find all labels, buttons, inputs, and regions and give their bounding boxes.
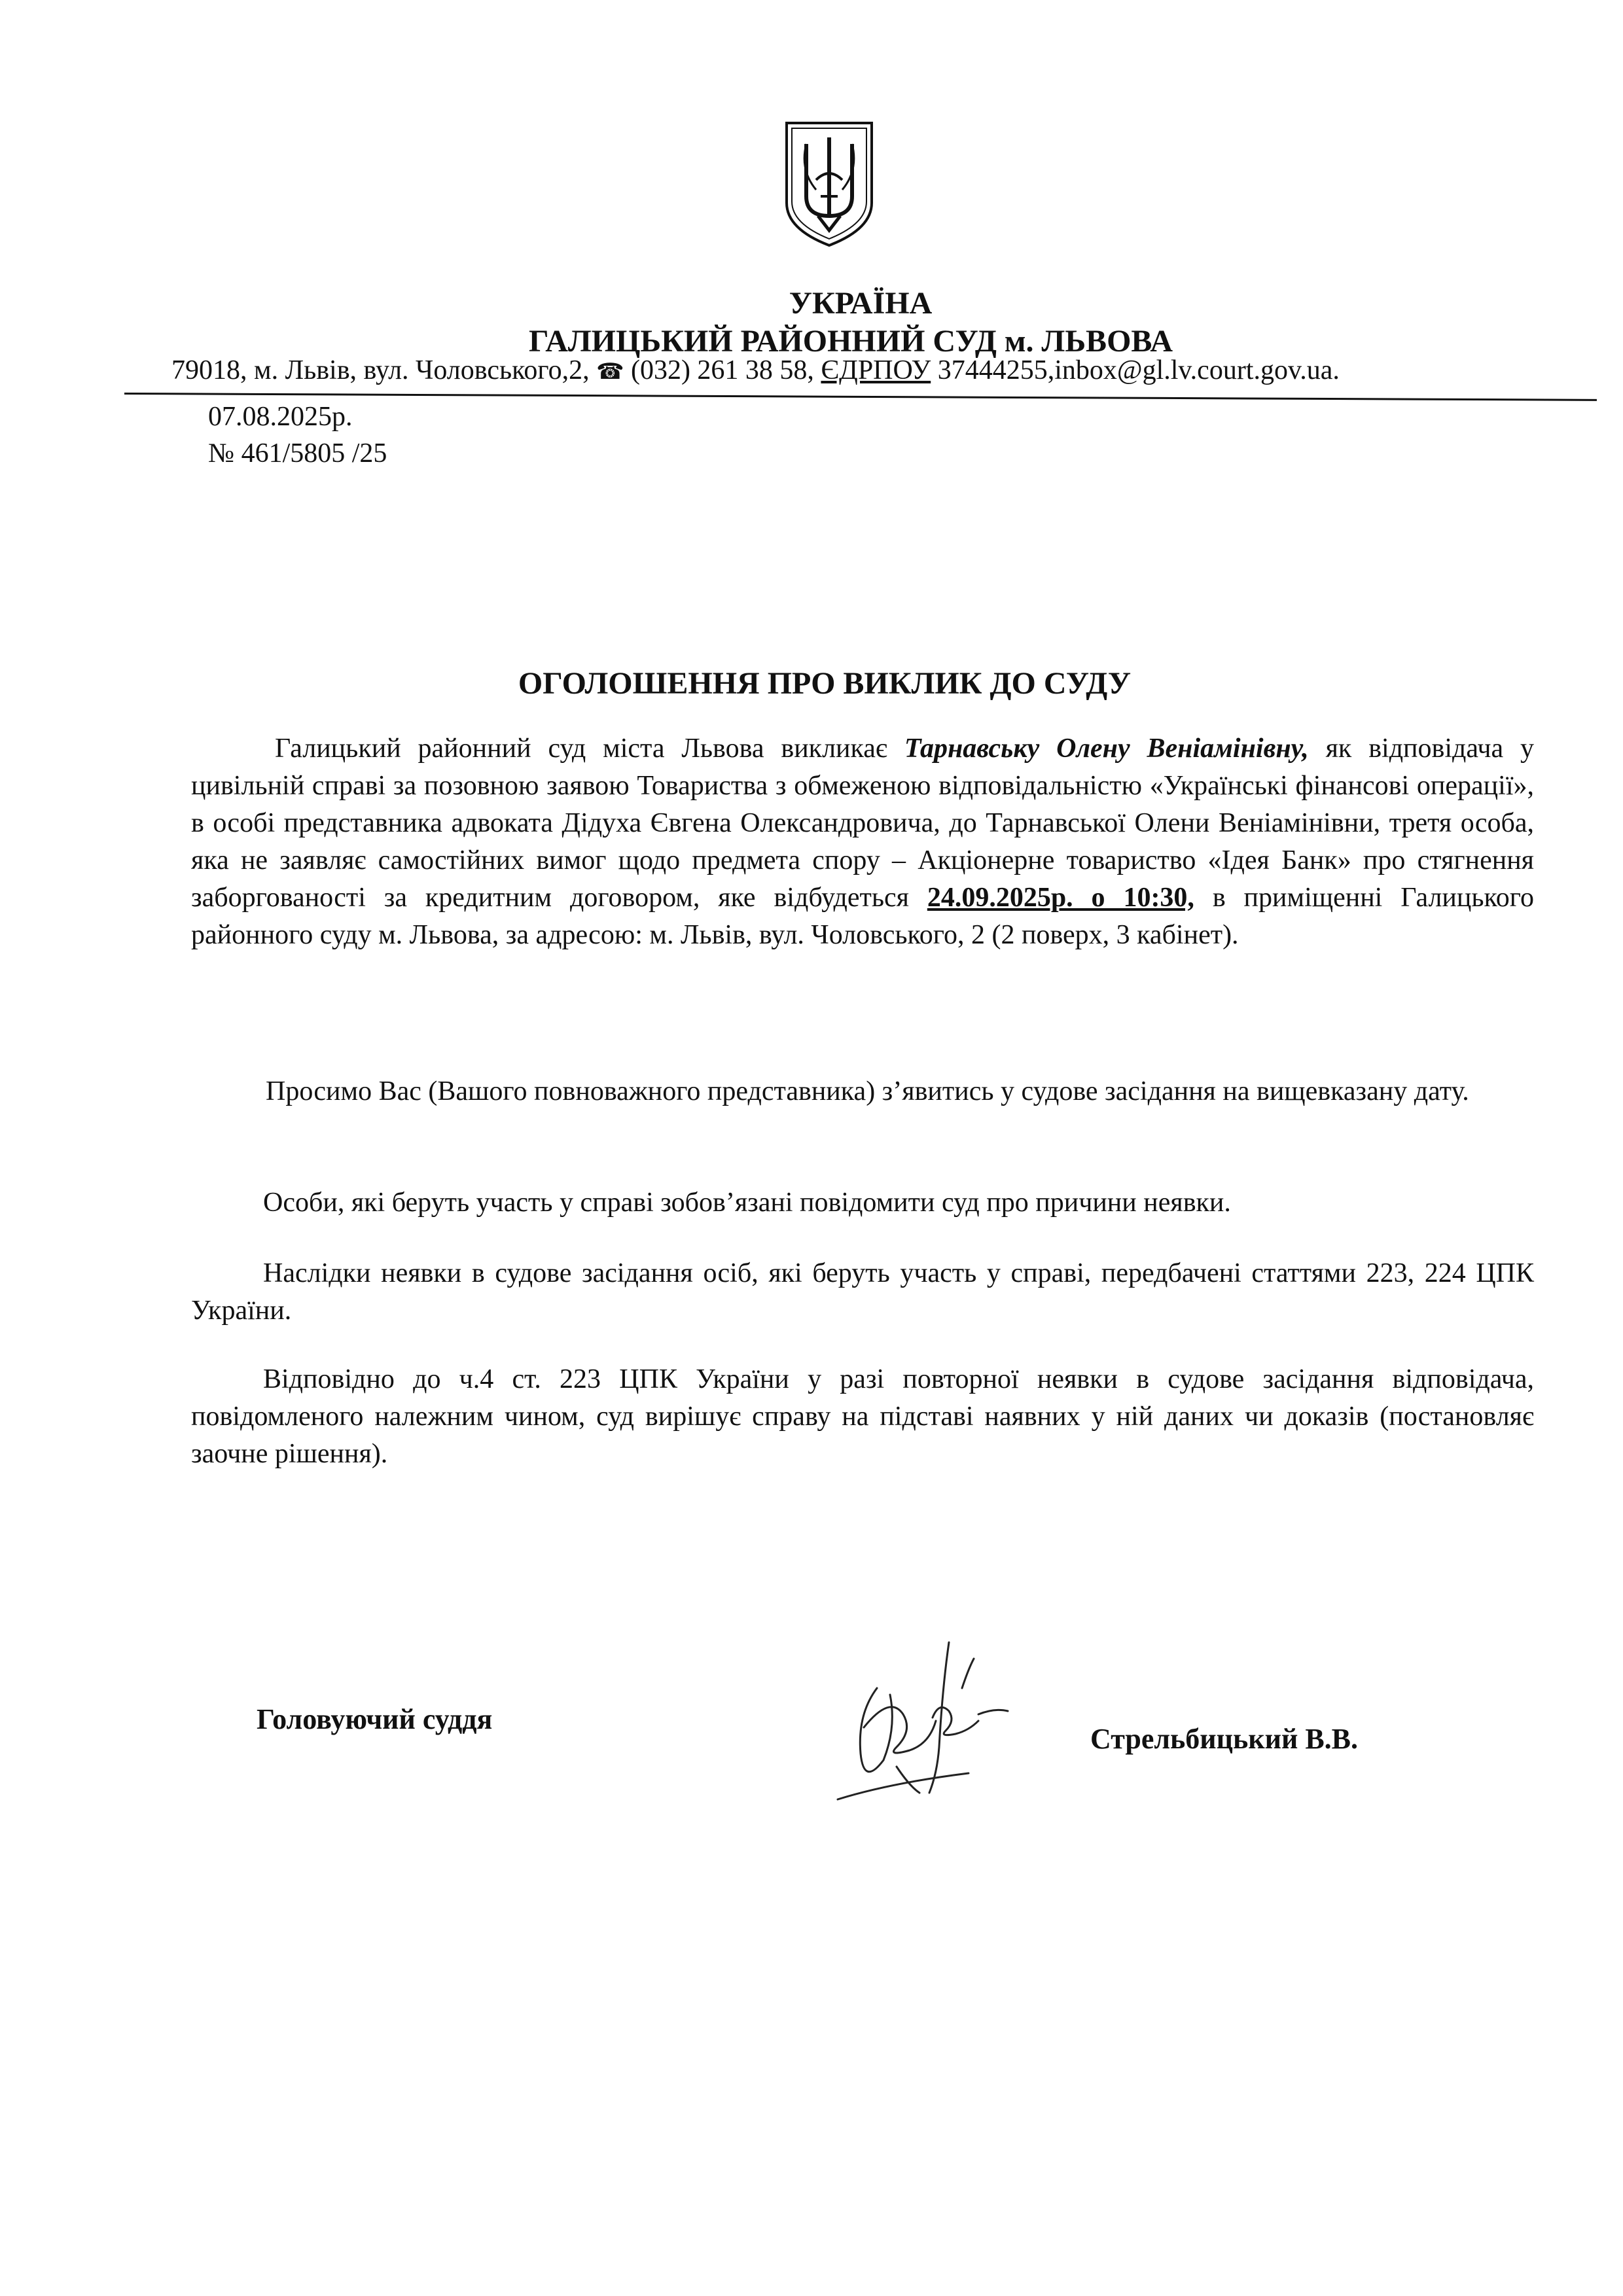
document-date: 07.08.2025р. — [208, 402, 353, 432]
defendant-name: Тарнавську Олену Веніамінівну, — [904, 733, 1309, 764]
summons-paragraph — [191, 730, 1534, 954]
court-address-line — [171, 353, 1578, 389]
phone-number: (032) 261 38 58, — [630, 355, 814, 385]
page-title: ОГОЛОШЕННЯ ПРО ВИКЛИК ДО СУДУ — [518, 666, 1132, 701]
country-heading: УКРАЇНА — [789, 286, 933, 321]
edrpou-label: ЄДРПОУ — [821, 355, 931, 385]
court-name-heading: ГАЛИЦЬКИЙ РАЙОННИЙ СУД м. ЛЬВОВА — [528, 324, 1173, 359]
hearing-datetime: 24.09.2025р. о 10:30, — [927, 883, 1194, 913]
document-number: № 461/5805 /25 — [208, 438, 387, 468]
obligation-paragraph: Особи, які беруть участь у справі зобов’язані повідомити суд про причини неявки. — [263, 1188, 1231, 1218]
telephone-icon: ☎ — [596, 359, 624, 385]
address-text: 79018, м. Львів, вул. Чоловського,2, — [171, 355, 590, 385]
signer-role: Головуючий суддя — [257, 1703, 493, 1735]
signer-name: Стрельбицький В.В. — [1090, 1723, 1359, 1755]
header-divider — [124, 393, 1597, 401]
consequences-paragraph: Наслідки неявки в судове засідання осіб, які беруть участь у справі, передбачені статтями 223, 224 ЦПК України. — [191, 1258, 1534, 1326]
request-paragraph: Просимо Вас (Вашого повноважного представника) з’явитись у судове засідання на вищевказану дату. — [266, 1076, 1469, 1106]
paragraph-text: в приміщенні Галицького районного суду м. Львова, за адресою: м. Львів, вул. Чоловського, 2 (2 поверх, 3 кабінет). — [191, 883, 1534, 950]
tryzub-coat-of-arms-icon — [780, 118, 878, 249]
default-judgment-paragraph: Відповідно до ч.4 ст. 223 ЦПК України у разі повторної неявки в судове засідання відповідача, повідомленого належним чином, суд вирішує справу на підставі наявних у ній даних чи доказів (постановляє заочне рішення). — [191, 1364, 1534, 1469]
paragraph-text: як відповідача у цивільній справі за позовною заявою Товариства з обмеженою відповідальністю «Українські фінансові операції», в особі представника адвоката Дідуха Євгена Олександровича, до Тарнавської Олени Веніамінівни, третя особа, яка не заявляє самостійних вимог щодо предмета спору – Акціонерне товариство «Ідея Банк» про стягнення заборгованості за кредитним договором, яке відбудеться — [191, 733, 1535, 913]
edrpou-email: 37444255,inbox@gl.lv.court.gov.ua. — [937, 355, 1340, 385]
handwritten-signature-icon — [798, 1597, 1021, 1819]
paragraph-text: Галицький районний суд міста Львова викликає — [275, 733, 904, 764]
